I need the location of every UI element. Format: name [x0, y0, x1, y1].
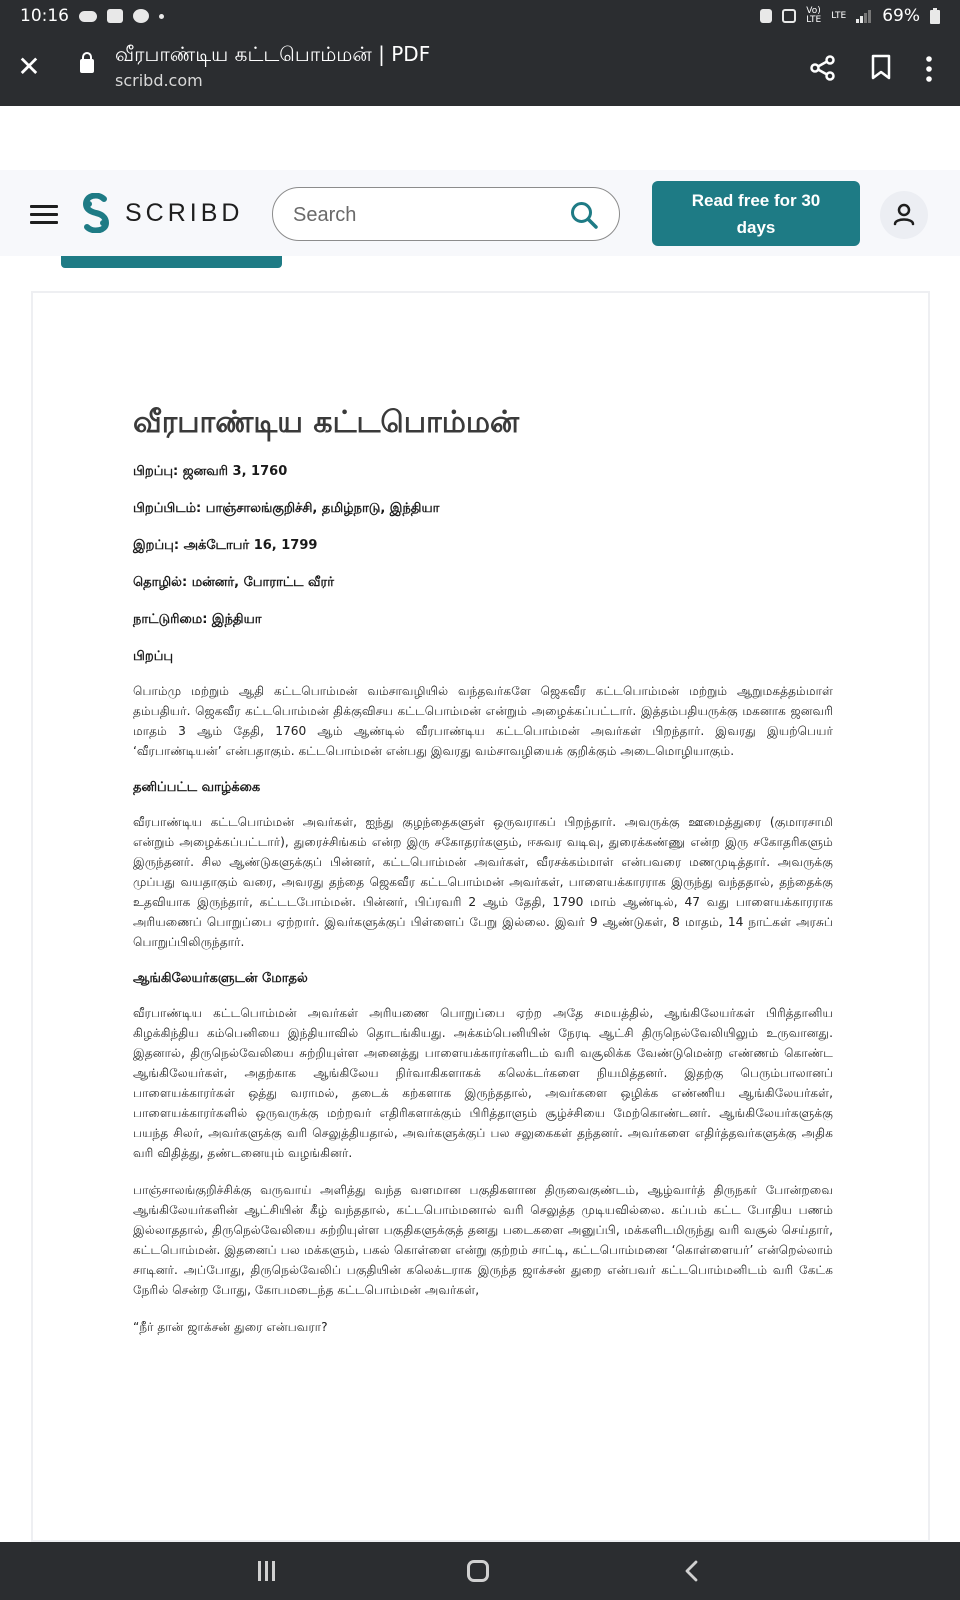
section-heading-birth: பிறப்பு — [133, 649, 174, 664]
download-button-partial[interactable] — [61, 256, 282, 268]
search-input[interactable] — [293, 200, 553, 230]
browser-toolbar — [0, 32, 960, 106]
system-navigation-bar — [0, 1542, 960, 1600]
meta-birthplace: பிறப்பிடம்: பாஞ்சாலங்குறிச்சி, தமிழ்நாடு, இந்தியா — [133, 501, 440, 516]
quote-line: “நீர் தான் ஜாக்சன் துரை என்பவரா? — [133, 1320, 328, 1334]
recents-icon[interactable] — [258, 1561, 280, 1581]
section-heading-conflict: ஆங்கிலேயர்களுடன் மோதல் — [133, 971, 308, 986]
user-icon — [880, 191, 928, 239]
hamburger-menu-icon[interactable] — [30, 205, 58, 225]
meta-death: இறப்பு: அக்டோபர் 16, 1799 — [133, 538, 318, 553]
lte-indicator: LTE — [831, 10, 847, 21]
signal-icon — [856, 9, 872, 23]
paragraph: பாஞ்சாலங்குறிச்சிக்கு வருவாய் அளித்து வந்த வளமான பகுதிகளான திருவைகுண்டம், ஆழ்வார்த் திருநகர் போன்றவை ஆங்கிலேயர்களின் ஆட்சியின் கீழ் வந்ததால், கட்டபொம்மனால் வரி செலுத்த முடியவில்லை. கப்பம் கட்ட போதிய பணம் இல்லாததால், திருநெல்வேலியை சுற்றியுள்ள பகுதிகளுக்குத் தனது படைகளை அனுப்பி, மக்களிடமிருந்து வரி வசூல் செய்தார், கட்டபொம்மன். இதனைப் பல மக்களும், பகல் கொள்ளை என்று குற்றம் சாட்டி, கட்டபொம்மனை ‘கொள்ளையர்’ என்றெல்லாம் சாடினர். அப்போது, திருநெல்வேலிப் பகுதியின் கலெக்டராக இருந்த ஜாக்சன் துறை என்பவர் கட்டபொம்மனிடம் வரி கேட்க நேரில் சென்ற போது, கோபமடைந்த கட்டபொம்மன் அவர்கள், — [133, 1183, 833, 1297]
document-title: வீரபாண்டிய கட்டபொம்மன் — [133, 405, 520, 440]
gallery-icon — [107, 9, 123, 23]
bookmark-icon[interactable] — [871, 54, 891, 80]
cloud-icon — [79, 11, 97, 22]
mute-icon — [782, 9, 796, 23]
share-icon[interactable] — [809, 54, 837, 82]
whatsapp-icon — [133, 9, 149, 23]
section-heading-personal-life: தனிப்பட்ட வாழ்க்கை — [133, 780, 261, 795]
status-time: 10:16 — [20, 6, 69, 26]
paragraph: வீரபாண்டிய கட்டபொம்மன் அவர்கள், ஐந்து குழந்தைகளுள் ஒருவராகப் பிறந்தார். அவருக்கு ஊமைத்துரை (குமாரசாமி என்றும் அழைக்கப்பட்டார்), துரைச்சிங்கம் என்ற இரு சகோதரர்களும், ஈசுவர வடிவு, துரைக்கண்ணு என்ற இரு சகோதரிகளும் இருந்தனர். சில ஆண்டுகளுக்குப் பின்னர், கட்டபொம்மன் அவர்கள், வீரசக்கம்மாள் என்பவரை மணமுடித்தார். அவருக்கு முப்பது வயதாகும் வரை, அவரது தந்தை ஜெகவீர கட்டபொம்மன் அவர்கள், பாளையக்காரராக இருந்து வந்ததால், தந்தைக்கு உதவியாக இருந்தார், கட்டடபோம்மன். பின்னர், பிப்ரவரி 2 ஆம் தேதி, 1790 மாம் ஆண்டில், 47 வது பாளையக்காரராக அரியணைப் பொறுப்பை ஏற்றார். இவர்களுக்குப் பிள்ளைப் பேறு இல்லை. இவர் 9 ஆண்டுகள், 8 மாதம், 14 நாட்கள் அரசுப் பொறுப்பிலிருந்தார். — [133, 815, 833, 949]
meta-birth: பிறப்பு: ஜனவரி 3, 1760 — [133, 464, 288, 479]
notification-dot-icon — [159, 14, 164, 19]
status-bar — [0, 0, 960, 32]
search-bar[interactable] — [272, 187, 620, 241]
network-indicator: Vo) LTE — [806, 6, 822, 25]
search-icon[interactable] — [569, 200, 599, 230]
meta-occupation: தொழில்: மன்னர், போராட்ட வீரர் — [133, 575, 334, 590]
scribd-logo-text[interactable]: SCRIBD — [125, 199, 244, 227]
document-content — [133, 403, 833, 1337]
close-icon[interactable]: ✕ — [17, 50, 41, 83]
scribd-logo-icon[interactable] — [80, 193, 112, 233]
alarm-icon — [760, 9, 772, 23]
paragraph: வீரபாண்டிய கட்டபொம்மன் அவர்கள் அரியணை பொறுப்பை ஏற்ற அதே சமயத்தில், ஆங்கிலேயர்கள் பிரித்தானிய கிழக்கிந்திய கம்பெனியை இந்தியாவில் தொடங்கியது. அக்கம்பெனியின் நேரடி ஆட்சி திருநெல்வேலியிலும் உருவானது. இதனால், திருநெல்வேலியை சுற்றியுள்ள அனைத்து பாளையக்காரர்களிடம் வரி வசூலிக்க வேண்டுமென்ற எண்ணம் கொண்ட ஆங்கிலேயர்கள், அதற்காக ஆங்கிலேய நிர்வாகிகளாகக் கலெக்டர்களை நியமித்தனர். இதற்கு பெரும்பாலானப் பாளையக்காரர்கள் ஒத்து வராமல், தடைக் கற்களாக இருந்ததால், அவர்களை ஒழிக்க எண்ணிய ஆங்கிலேயர்கள், பாளையக்காரர்களில் ஒருவருக்கு மற்றவர் எதிரிகளாக்கும் பிரித்தாளும் சூழ்ச்சியை மேற்கொண்டனர். ஆங்கிலேயர்களுக்கு பயந்த சிலர், அவர்களுக்கு வரி செலுத்தியதால், அவர்களுக்குப் பல சலுகைகள் தந்தனர். அவர்களை எதிர்த்தவர்களுக்கு அதிக வரி விதித்து, தண்டனையும் வழங்கினர். — [133, 1006, 833, 1160]
profile-button[interactable] — [880, 191, 928, 239]
page-title: வீரபாண்டிய கட்டபொம்மன் | PDF — [115, 42, 431, 66]
url-domain[interactable]: scribd.com — [115, 71, 203, 90]
site-header — [0, 170, 960, 256]
read-free-button[interactable]: Read free for 30 days — [652, 181, 860, 246]
battery-icon — [930, 8, 940, 24]
paragraph: பொம்மு மற்றும் ஆதி கட்டபொம்மன் வம்சாவழியில் வந்தவர்களே ஜெகவீர கட்டபொம்மன் மற்றும் ஆறுமகத்தம்மாள் தம்பதியர். ஜெகவீர கட்டபொம்மன் திக்குவிசய கட்டபொம்மன் என்றும் அழைக்கப்பட்டார். இத்தம்பதியருக்கு மகனாக ஜனவரி மாதம் 3 ஆம் தேதி, 1760 ஆம் ஆண்டில் வீரபாண்டிய கட்டபொம்மன் அவர்கள் பிறந்தார். இவரது இயற்பெயர் ‘வீரபாண்டியன்’ என்பதாகும். கட்டபொம்மன் என்பது இவரது வம்சாவழியைக் குறிக்கும் அடைமொழியாகும். — [133, 684, 833, 758]
meta-nationality: நாட்டுரிமை: இந்தியா — [133, 612, 262, 627]
more-options-icon[interactable] — [925, 56, 933, 82]
back-icon[interactable] — [683, 1560, 701, 1582]
document-page — [31, 291, 930, 1542]
battery-percent: 69% — [882, 6, 920, 26]
home-icon[interactable] — [467, 1560, 489, 1582]
lock-icon — [80, 59, 94, 73]
